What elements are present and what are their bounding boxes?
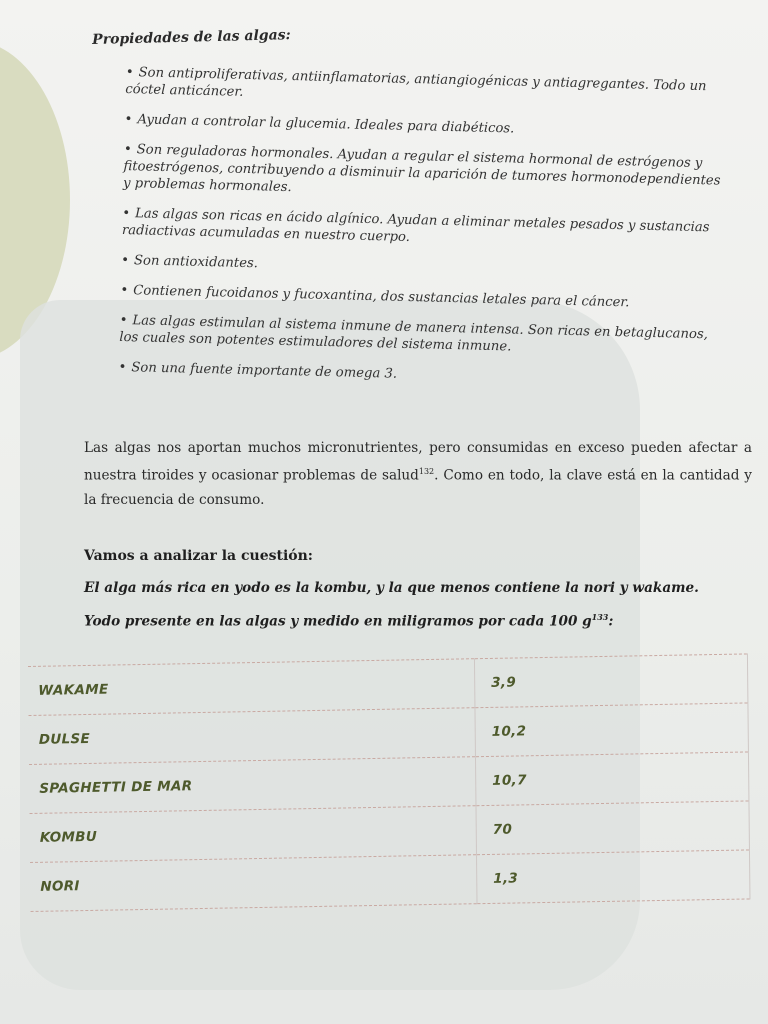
footnote-ref: 132 (418, 467, 435, 476)
iodine-value-cell: 10,2 (475, 703, 748, 757)
list-item: • Son reguladoras hormonales. Ayudan a regular el sistema hormonal de estrógenos y fitoestrógenos, contribuyendo a disminuir la aparición de tumores hormonodependientes y problemas hormonales. (122, 141, 721, 196)
properties-list (118, 64, 730, 404)
iodine-table-container (28, 653, 750, 912)
iodine-value-cell: 1,3 (477, 850, 750, 904)
list-item-text: Son reguladoras hormonales. Ayudan a regular el sistema hormonal de estrógenos y fitoestrógenos, contribuyendo a disminuir la aparición de tumores hormonodependientes y problemas hormonales. (122, 142, 721, 196)
table-caption (84, 612, 764, 630)
alga-name-cell: DULSE (29, 708, 476, 765)
question-title: Vamos a analizar la cuestión: (84, 548, 313, 564)
alga-name-cell: NORI (30, 855, 477, 912)
iodine-table (28, 653, 750, 912)
question-statement: El alga más rica en yodo es la kombu, y la que menos contiene la nori y wakame. (84, 580, 699, 596)
list-item: • Son antioxidantes. (121, 252, 259, 272)
list-item: • Contienen fucoidanos y fucoxantina, dos sustancias letales para el cáncer. (120, 282, 630, 311)
list-item-text: Son antiproliferativas, antiinflamatorias, antiangiogénicas y antiagregantes. Todo un cóctel anticáncer. (125, 65, 707, 100)
iodine-value-cell: 10,7 (475, 752, 748, 806)
list-item-text: Son antioxidantes. (133, 253, 259, 272)
alga-name-cell: SPAGHETTI DE MAR (29, 757, 476, 814)
list-item: • Las algas estimulan al sistema inmune de manera intensa. Son ricas en betaglucanos, los cuales son potentes estimuladores del sistema inmune. (119, 312, 709, 355)
list-item-text: Contienen fucoidanos y fucoxantina, dos sustancias letales para el cáncer. (133, 283, 630, 311)
footnote-ref: 133 (591, 612, 609, 622)
table-caption-text: Yodo presente en las algas y medido en miligramos por cada 100 g (84, 613, 592, 630)
list-item: • Son una fuente importante de omega 3. (118, 359, 398, 382)
paragraph-text-end: . Como en todo, la clave está en la cantidad y la frecuencia de consumo. (84, 467, 752, 508)
list-item-text: Ayudan a controlar la glucemia. Ideales para diabéticos. (137, 112, 515, 137)
iodine-value-cell: 70 (476, 801, 749, 855)
list-item: • Son antiproliferativas, antiinflamatorias, antiangiogénicas y antiagregantes. Todo un cóctel anticáncer. (125, 64, 707, 100)
alga-name-cell: KOMBU (30, 806, 477, 863)
iodine-value-cell: 3,9 (474, 654, 747, 708)
paragraph-text: Las algas nos aportan muchos micronutrientes, pero consumidas en exceso pueden afectar a nuestra tiroides y ocasionar problemas de salud (84, 440, 752, 484)
table-caption-end: : (608, 613, 614, 630)
list-item: • Las algas son ricas en ácido algínico. Ayudan a eliminar metales pesados y sustancias radiactivas acumuladas en nuestro cuerpo. (121, 205, 710, 245)
list-item-text: Las algas estimulan al sistema inmune de manera intensa. Son ricas en betaglucanos, los cuales son potentes estimuladores del sistema inmune. (119, 313, 709, 355)
alga-name-cell: WAKAME (28, 659, 475, 716)
section-heading: Propiedades de las algas: (92, 27, 291, 48)
list-item-text: Son una fuente importante de omega 3. (131, 360, 398, 382)
body-paragraph (84, 436, 752, 512)
list-item-text: Las algas son ricas en ácido algínico. Ayudan a eliminar metales pesados y sustancias radiactivas acumuladas en nuestro cuerpo. (121, 206, 710, 245)
list-item: • Ayudan a controlar la glucemia. Ideales para diabéticos. (124, 111, 515, 137)
